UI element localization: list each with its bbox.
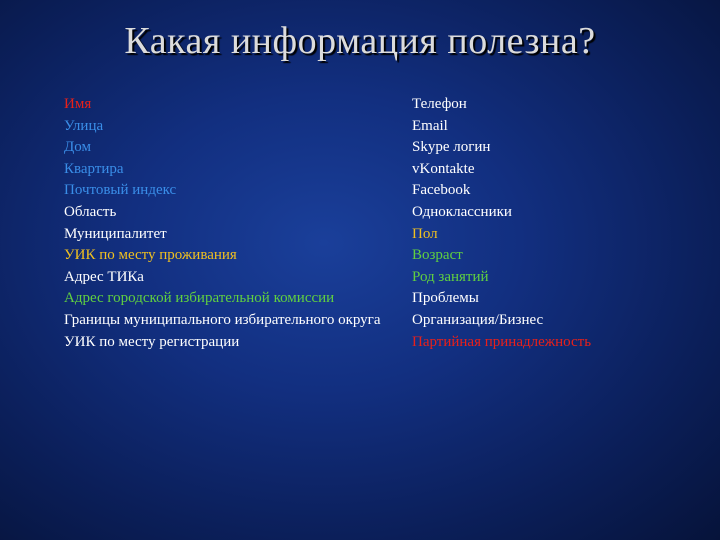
list-item: Пол <box>412 225 438 242</box>
list-item: УИК по месту регистрации <box>64 333 240 350</box>
list-item: Facebook <box>412 182 471 199</box>
list-item: Область <box>64 203 117 220</box>
list-item: Проблемы <box>412 290 479 307</box>
list-item: Улица <box>64 117 104 134</box>
list-item: Квартира <box>64 160 124 177</box>
list-item: Email <box>412 117 448 134</box>
list-item: Одноклассники <box>412 203 512 220</box>
list-item: Адрес городской избирательной комиссии <box>64 290 335 307</box>
list-item: Границы муниципального избирательного округа <box>64 311 381 328</box>
list-item: vKontakte <box>412 160 475 177</box>
list-item: Телефон <box>412 96 467 112</box>
list-item: Возраст <box>412 247 463 264</box>
list-item: УИК по месту проживания <box>64 247 237 264</box>
list-item: Дом <box>64 139 91 156</box>
list-item: Род занятий <box>412 268 489 285</box>
left-column-list <box>64 94 394 353</box>
slide-title: Какая информация полезна? <box>124 20 596 62</box>
list-item: Муниципалитет <box>64 225 167 242</box>
list-item: Имя <box>64 96 92 112</box>
list-item: Skype логин <box>412 139 491 156</box>
list-item: Адрес ТИКа <box>64 268 144 285</box>
list-item: Организация/Бизнес <box>412 311 544 328</box>
list-item: Партийная принадлежность <box>412 333 592 350</box>
list-item: Почтовый индекс <box>64 182 177 199</box>
right-column-list <box>412 94 712 353</box>
